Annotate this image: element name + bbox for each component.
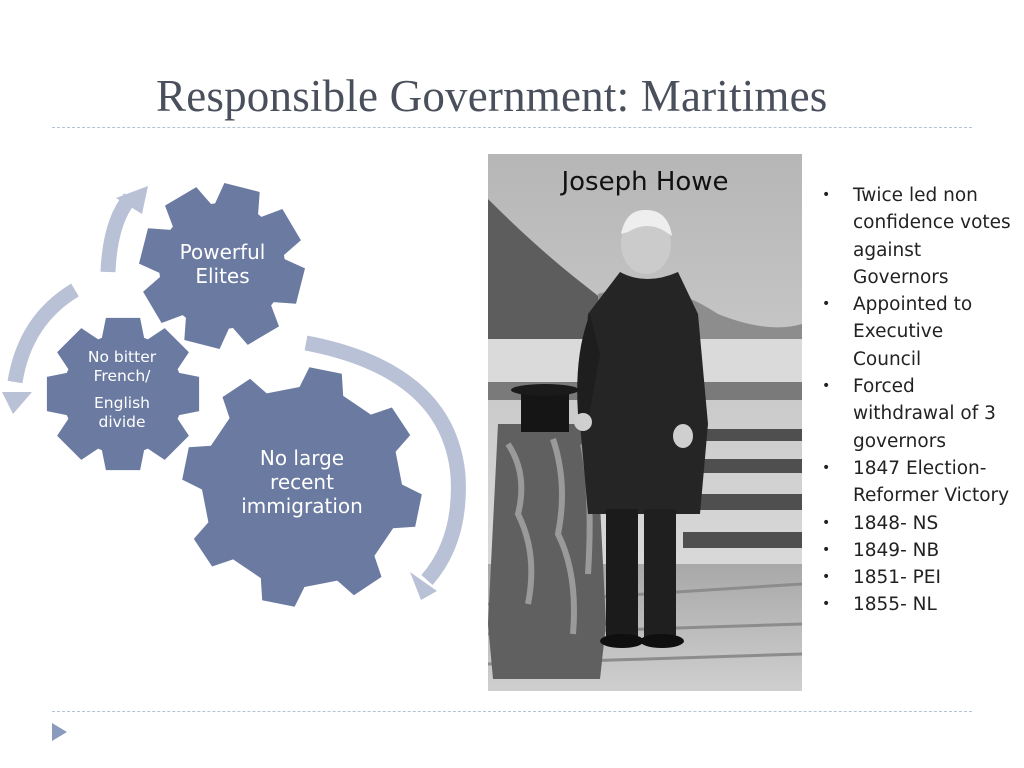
cycle-arrow-top <box>108 198 130 272</box>
list-item: • 1849- NB <box>820 537 1016 564</box>
facts-list <box>820 182 1016 619</box>
gear-label-line: English <box>94 394 150 413</box>
slide-title: Responsible Government: Maritimes <box>156 71 828 121</box>
gear-label-line: No bitter <box>87 348 157 366</box>
photo-hand <box>673 424 693 448</box>
list-item: • 1847 Election-Reformer Victory <box>820 455 1016 510</box>
list-item: • 1848- NS <box>820 510 1016 537</box>
gear-label-line: No large <box>259 446 345 470</box>
gear-label-line: immigration <box>241 494 363 518</box>
title-divider <box>52 127 972 128</box>
list-item: • 1851- PEI <box>820 564 1016 591</box>
portrait-caption: Joseph Howe <box>561 167 729 197</box>
arrowhead-left-icon <box>2 392 32 414</box>
gear-label-line: Elites <box>195 264 250 288</box>
gear-label-line: divide <box>98 412 146 431</box>
photo-shoe-left <box>600 634 644 648</box>
list-item: • 1855- NL <box>820 591 1016 618</box>
photo-top-hat <box>521 390 569 432</box>
gear-no-bitter-divide <box>68 348 176 431</box>
gear-no-large-immigration <box>222 446 382 518</box>
photo-hat-brim <box>511 384 579 396</box>
photo-leg-left <box>606 509 638 639</box>
cycle-arrow-left <box>15 290 75 382</box>
photo-leg-right <box>644 509 676 639</box>
photo-coat <box>580 272 708 514</box>
list-item: • Forced withdrawal of 3 governors <box>820 373 1016 455</box>
play-triangle-icon <box>52 723 68 741</box>
photo-hand-left <box>574 413 592 431</box>
list-item: • Appointed to Executive Council <box>820 291 1016 373</box>
joseph-howe-portrait <box>488 154 802 691</box>
gear-label-line: Powerful <box>179 240 266 264</box>
gear-powerful-elites <box>160 240 285 288</box>
photo-shoe-right <box>640 634 684 648</box>
list-item: • Twice led non confidence votes against Governors <box>820 182 1016 291</box>
footer-divider <box>52 711 972 712</box>
gear-label-line: recent <box>270 470 334 494</box>
gear-label-line: French/ <box>93 366 151 385</box>
